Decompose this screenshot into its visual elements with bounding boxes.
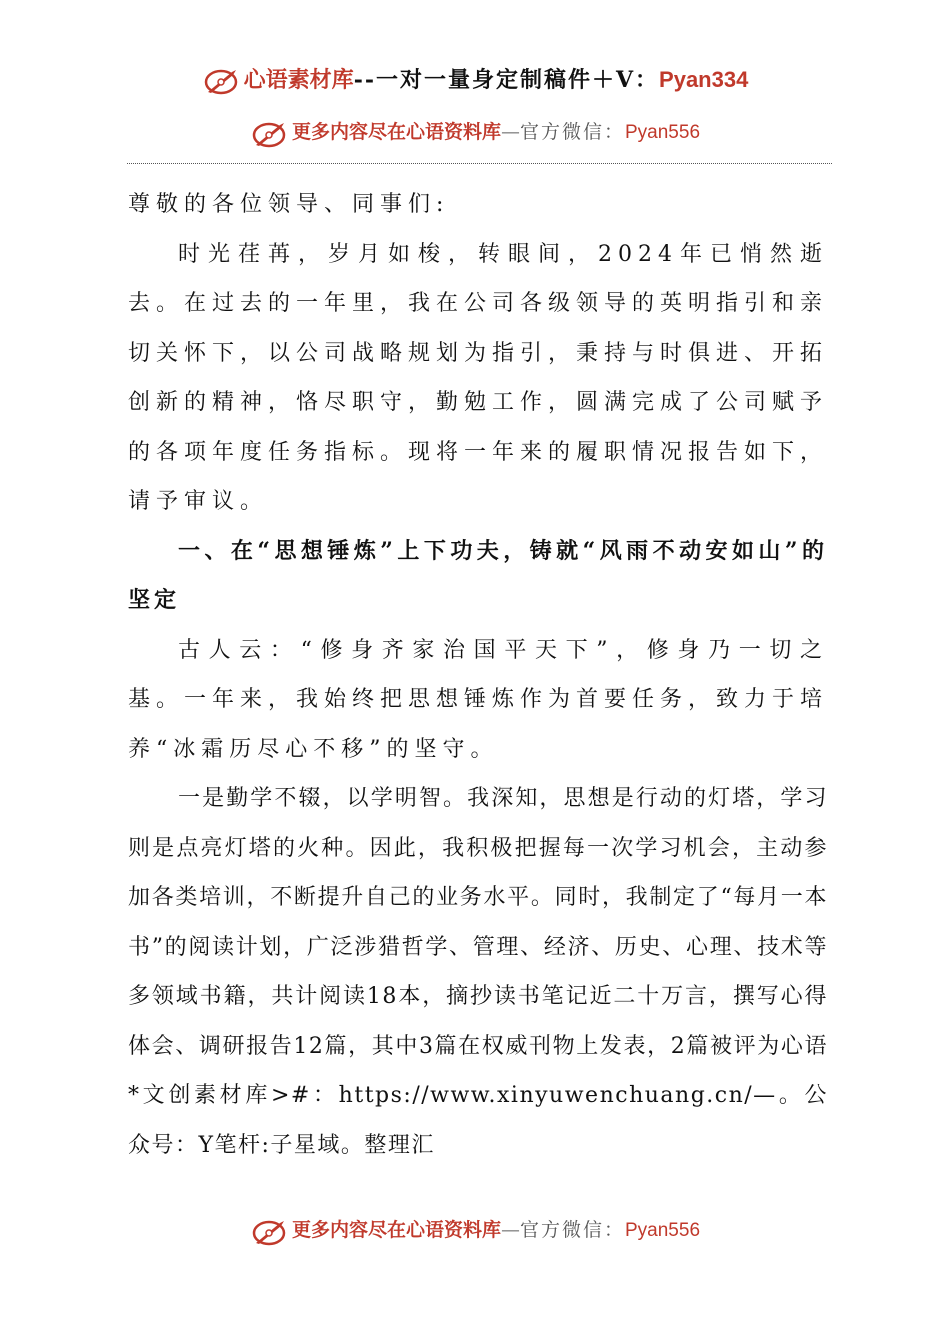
bottom-banner xyxy=(0,1212,950,1249)
banner-text: 更多内容尽在心语资料库 xyxy=(291,121,501,143)
quill-logo-icon xyxy=(250,119,290,149)
banner-text: 更多内容尽在心语资料库 xyxy=(291,1219,501,1241)
brand-name: 心语素材库 xyxy=(243,68,354,93)
paragraph-quote: 古人云：“修身齐家治国平天下”，修身乃一切之基。一年来，我始终把思想锤炼作为首要任务，致力于培养“冰霜历尽心不移”的坚守。 xyxy=(128,637,829,762)
quill-logo-icon xyxy=(202,66,242,96)
paragraph-intro: 时光荏苒，岁月如梭，转眼间，2024年已悄然逝去。在过去的一年里，我在公司各级领导的英明指引和亲切关怀下，以公司战略规划为指引，秉持与时俱进、开拓创新的精神，恪尽职守，勤勉工作，圆满完成了公司赋予的各项年度任务指标。现将一年来的履职情况报告如下，请予审议。 xyxy=(128,241,829,514)
banner-wechat-id: Pyan556 xyxy=(625,1220,701,1241)
header-watermark xyxy=(0,62,950,99)
header-slogan: --一对一量身定制稿件＋V： xyxy=(353,67,660,93)
paragraph-study: 一是勤学不辍，以学明智。我深知，思想是行动的灯塔，学习则是点亮灯塔的火种。因此，我积极把握每一次学习机会，主动参加各类培训，不断提升自己的业务水平。同时，我制定了“每月一本书”的阅读计划，广泛涉猎哲学、管理、经济、历史、心理、技术等多领域书籍，共计阅读18本，摘抄读书笔记近二十万言，撰写心得体会、调研报告12篇，其中3篇在权威刊物上发表，2篇被评为心语*文创素材库>#：https://www.xinyuwenchuang.cn/—。公众号：Y笔杆:子星域。整理汇 xyxy=(128,786,828,1158)
salutation: 尊敬的各位领导、同事们: xyxy=(128,192,450,217)
banner-wechat-id: Pyan556 xyxy=(625,122,701,143)
banner-wechat-label: 官方微信： xyxy=(519,121,625,143)
banner-separator: — xyxy=(500,1219,520,1241)
document-body xyxy=(128,180,828,1170)
banner-separator: — xyxy=(500,121,520,143)
top-banner xyxy=(0,114,950,151)
banner-wechat-label: 官方微信： xyxy=(519,1219,625,1241)
quill-logo-icon xyxy=(250,1217,290,1247)
header-contact: Pyan334 xyxy=(659,67,749,92)
section-heading: 一、在“思想锤炼”上下功夫，铸就“风雨不动安如山”的坚定 xyxy=(128,537,828,613)
header-divider xyxy=(127,163,832,164)
